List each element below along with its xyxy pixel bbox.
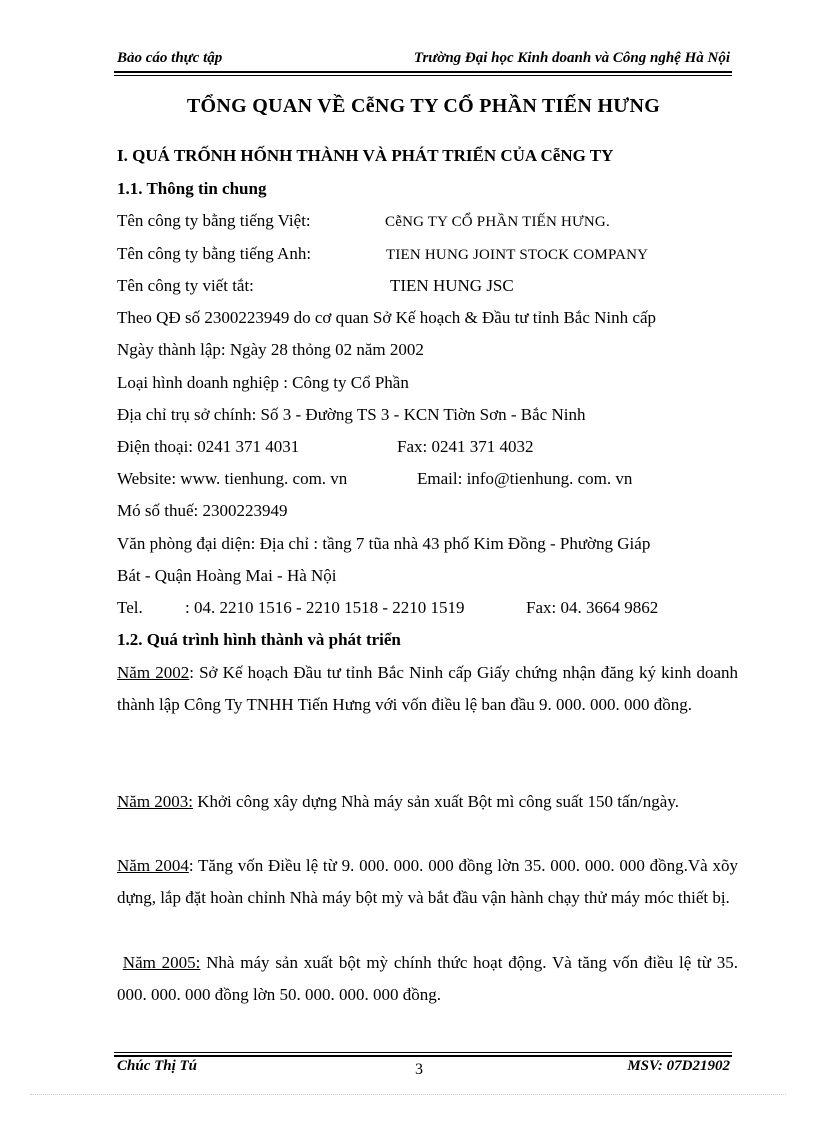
- fax: Fax: 0241 371 4032: [397, 437, 534, 456]
- history-item-2005: [117, 947, 738, 1011]
- header-left: Bảo cáo thực tập: [117, 50, 223, 66]
- history-item-2004: Năm 2004: Tăng vốn Điều lệ từ 9. 000. 000. 000 đồng lờn 35. 000. 000. 000 đồng.Và xõy dựng, lắp đặt hoàn chỉnh Nhà máy bột mỳ và bắt đầu vận hành chạy thử máy móc thiết bị.: [117, 856, 738, 907]
- page-title: TỔNG QUAN VỀ CễNG TY CỔ PHẦN TIẾN HƯNG: [186, 95, 661, 117]
- subsection-heading-history: 1.2. Quá trình hình thành và phát triển: [117, 630, 401, 649]
- company-short-name: [117, 276, 514, 296]
- history-item-2002: Năm 2002: Sở Kế hoạch Đầu tư tỉnh Bắc Ninh cấp Giấy chứng nhận đăng ký kinh doanh thành lập Công Ty TNHH Tiến Hưng với vốn điều lệ ban đầu 9. 000. 000. 000 đồng.: [117, 663, 739, 714]
- contact-web-email: [117, 469, 633, 489]
- company-name-en-value: TIEN HUNG JOINT STOCK COMPANY: [386, 247, 649, 263]
- footer-student-id: MSV: 07D21902: [627, 1058, 730, 1074]
- company-short-name-label: Tên công ty viết tắt:: [117, 276, 254, 295]
- founded-date: Ngày thành lập: Ngày 28 thỏng 02 năm 2002: [117, 340, 424, 359]
- rep-office-tel: [117, 598, 659, 618]
- history-text-2002: Sở Kế hoạch Đầu tư tỉnh Bắc Ninh cấp Giấy chứng nhận đăng ký kinh doanh thành lập Công Ty TNHH Tiến Hưng với vốn điều lệ ban đầu 9. 000. 000. 000 đồng.: [117, 663, 739, 714]
- contact-phone-fax: [117, 437, 534, 457]
- rep-office-line1: Văn phòng đại diện: Địa chỉ : tầng 7 tũa nhà 43 phố Kim Đồng - Phường Giáp: [117, 534, 651, 553]
- rep-office-line2: Bát - Quận Hoàng Mai - Hà Nội: [117, 566, 337, 585]
- phone: Điện thoại: 0241 371 4031: [117, 437, 300, 456]
- company-name-en: [117, 244, 649, 264]
- company-name-vi-label: Tên công ty bằng tiếng Việt:: [117, 211, 311, 230]
- history-text-2004: Tăng vốn Điều lệ từ 9. 000. 000. 000 đồng lờn 35. 000. 000. 000 đồng.Và xõy dựng, lắp đặt hoàn chỉnh Nhà máy bột mỳ và bắt đầu vận hành chạy thử máy móc thiết bị.: [117, 856, 738, 907]
- header-right: Trường Đại học Kinh doanh và Công nghệ Hà Nội: [413, 50, 730, 66]
- year-2004: Năm 2004: [117, 856, 189, 875]
- history-item-2003: [117, 786, 738, 818]
- company-name-vi: [117, 211, 610, 231]
- tax-code: Mó số thuế: 2300223949: [117, 501, 288, 520]
- tel-label: Tel.: [117, 598, 143, 617]
- section-heading: I. QUÁ TRỐNH HỐNH THÀNH VÀ PHÁT TRIỂN CỦA CễNG TY: [117, 146, 614, 165]
- head-office-address: Địa chỉ trụ sở chính: Số 3 - Đường TS 3 - KCN Tiờn Sơn - Bắc Ninh: [117, 405, 586, 424]
- subsection-heading-general-info: 1.1. Thông tin chung: [117, 179, 267, 198]
- header-rule-thin: [114, 75, 732, 76]
- header-rule: [114, 71, 732, 73]
- company-short-name-value: TIEN HUNG JSC: [390, 276, 514, 295]
- running-header: [117, 47, 730, 71]
- year-2005: Năm 2005:: [122, 953, 201, 972]
- website: Website: www. tienhung. com. vn: [117, 469, 348, 488]
- footer-author: Chúc Thị Tú: [117, 1058, 198, 1074]
- decision-line: Theo QĐ số 2300223949 do cơ quan Sở Kế hoạch & Đầu tư tỉnh Bắc Ninh cấp: [117, 308, 656, 327]
- year-2002: Năm 2002: [117, 663, 190, 682]
- tel-fax: Fax: 04. 3664 9862: [526, 598, 659, 617]
- history-text-2005: Nhà máy sản xuất bột mỳ chính thức hoạt động. Và tăng vốn điều lệ từ 35. 000. 000. 000 đồng lờn 50. 000. 000. 000 đồng.: [117, 953, 738, 1004]
- email: Email: info@tienhung. com. vn: [417, 469, 633, 488]
- tel-value: : 04. 2210 1516 - 2210 1518 - 2210 1519: [185, 598, 465, 617]
- company-name-en-label: Tên công ty bằng tiếng Anh:: [117, 244, 312, 263]
- year-2003: Năm 2003:: [117, 792, 194, 811]
- business-type: Loại hình doanh nghiệp : Công ty Cổ Phần: [117, 373, 409, 392]
- footer-rule: [114, 1055, 732, 1057]
- history-text-2003: Khởi công xây dựng Nhà máy sản xuất Bột mì công suất 150 tấn/ngày.: [193, 792, 679, 811]
- page-number: 3: [415, 1061, 423, 1078]
- footer-rule-thin: [114, 1052, 732, 1053]
- page-edge-dotted-line: [30, 1094, 786, 1095]
- company-name-vi-value: CễNG TY CỔ PHẦN TIẾN HƯNG.: [385, 214, 610, 230]
